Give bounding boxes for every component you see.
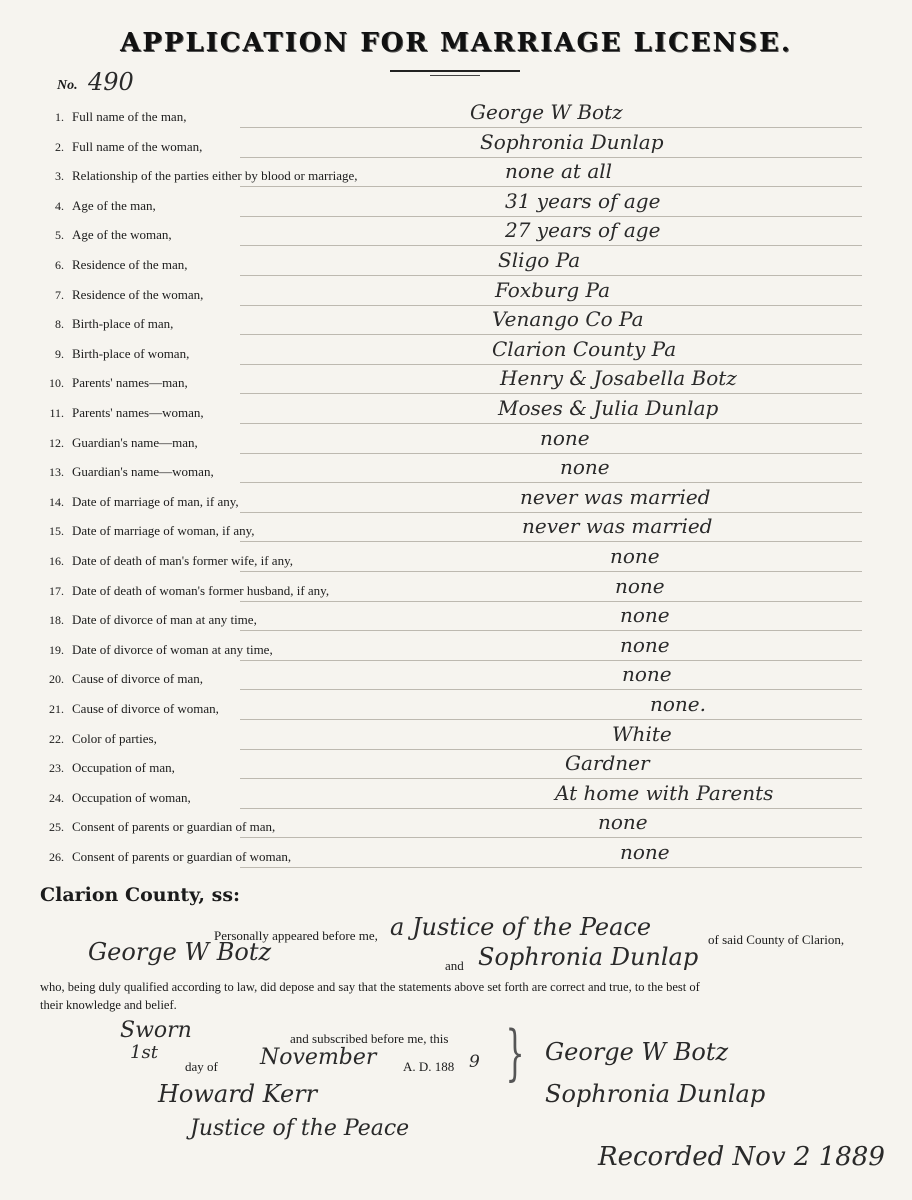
application-number: 490 [88,68,134,96]
handwritten-answer: none [620,632,670,657]
answer-line [240,423,862,424]
question-number: 2. [55,139,64,154]
question-number: 22. [49,731,64,746]
question-row [0,751,912,784]
handwritten-answer: White [612,721,672,746]
handwritten-answer: Gardner [565,751,650,776]
answer-line [240,719,862,720]
handwritten-answer: Henry & Josabella Botz [500,366,737,391]
question-number: 3. [55,169,64,184]
question-label: Cause of divorce of woman, [72,701,219,716]
answer-line [240,186,862,187]
question-label: Age of the man, [72,197,156,213]
handwritten-answer: none [598,810,648,835]
question-row [0,721,912,755]
question-label: Date of death of woman's former husband, if any, [72,582,330,598]
question-number: 23. [49,761,64,776]
question-number: 5. [55,228,64,243]
handwritten-answer: Sophronia Dunlap [480,129,664,154]
affiant-woman-name: Sophronia Dunlap [478,943,699,971]
answer-line [240,157,862,158]
question-label: Date of death of man's former wife, if any, [72,553,293,568]
year-digit: 9 [469,1052,480,1072]
subscribed-text: and subscribed before me, this [290,1031,449,1046]
question-label: Full name of the woman, [72,138,203,154]
question-label: Date of divorce of man at any time, [72,612,257,628]
signature-brace: } [505,1018,525,1088]
question-number: 18. [49,613,64,628]
answer-line [240,778,862,779]
question-number: 8. [55,317,64,332]
question-number: 26. [49,850,64,864]
handwritten-answer: Clarion County Pa [492,336,677,361]
answer-line [240,512,862,513]
question-row [0,780,912,814]
justice-signature: Howard Kerr [158,1080,318,1108]
question-number: 16. [49,554,64,568]
answer-line [240,689,862,690]
answer-line [240,275,862,276]
handwritten-answer: At home with Parents [555,780,774,805]
day-of-text: day of [185,1059,218,1074]
question-row [0,218,912,251]
question-number: 11. [49,406,64,420]
question-number: 25. [49,820,64,835]
question-number: 10. [49,376,64,391]
handwritten-answer: none [610,544,660,568]
question-row [0,603,912,636]
answer-line [240,334,862,335]
question-label: Date of divorce of woman at any time, [72,641,273,657]
handwritten-answer: Moses & Julia Dunlap [498,396,719,420]
handwritten-answer: none [560,455,610,480]
sworn-handwritten: Sworn [120,1018,192,1043]
affiant-man-name: George W Botz [88,938,272,966]
question-number: 21. [49,702,64,716]
question-number: 1. [55,110,64,124]
question-row [0,366,912,399]
answer-line [240,364,862,365]
handwritten-answer: Venango Co Pa [492,307,644,332]
handwritten-answer: George W Botz [470,100,623,124]
question-number: 24. [49,790,64,805]
question-label: Cause of divorce of man, [72,671,204,687]
question-row [0,840,912,873]
answer-line [240,453,862,454]
question-row [0,632,912,666]
question-row [0,455,912,488]
handwritten-answer: none [620,603,670,628]
day-value: 1st [130,1042,158,1063]
question-label: Full name of the man, [72,109,187,124]
answer-line [240,571,862,572]
answer-line [240,393,862,394]
question-label: Age of the woman, [72,227,172,243]
officer-handwritten: a Justice of the Peace [390,913,652,941]
question-label: Consent of parents or guardian of man, [72,819,276,835]
question-label: Parents' names—man, [72,375,188,391]
title-divider-short [430,75,480,76]
answer-line [240,601,862,602]
question-label: Date of marriage of man, if any, [72,493,239,509]
handwritten-answer: none [620,840,670,864]
answer-line [240,837,862,838]
question-label: Consent of parents or guardian of woman, [72,849,292,864]
handwritten-answer: Foxburg Pa [495,277,610,302]
question-number: 7. [55,287,64,302]
question-row [0,248,912,281]
question-row [0,396,912,429]
justice-title-handwritten: Justice of the Peace [190,1116,410,1141]
question-number: 13. [49,465,64,480]
handwritten-answer: never was married [520,484,711,509]
question-row [0,277,912,311]
question-number: 9. [55,346,64,361]
answer-line [240,482,862,483]
question-row [0,159,912,192]
answer-line [240,541,862,542]
answer-line [240,808,862,809]
question-row [0,544,912,577]
man-signature: George W Botz [545,1038,729,1066]
question-label: Occupation of man, [72,760,175,776]
statement-line-2: their knowledge and belief. [40,998,177,1012]
question-number: 14. [49,494,64,509]
question-label: Residence of the woman, [72,286,204,302]
question-label: Birth-place of woman, [72,345,190,361]
county-heading: Clarion County, ss: [40,884,241,906]
question-row [0,692,912,725]
question-row [0,425,912,459]
question-label: Color of parties, [72,730,157,746]
woman-signature: Sophronia Dunlap [545,1080,766,1108]
question-label: Birth-place of man, [72,316,174,332]
handwritten-answer: none [540,425,590,450]
question-label: Date of marriage of woman, if any, [72,523,255,539]
question-label: Relationship of the parties either by blood or marriage, [72,168,358,184]
question-number: 19. [49,642,64,657]
question-row [0,307,912,340]
question-row [0,514,912,547]
title-divider [390,70,520,72]
handwritten-answer: none. [650,692,706,716]
appeared-text: Personally appeared before me, [214,928,378,943]
answer-line [240,867,862,868]
answer-line [240,305,862,306]
question-number: 15. [49,524,64,539]
question-label: Occupation of woman, [72,789,191,805]
question-label: Guardian's name—man, [72,434,198,450]
handwritten-answer: 31 years of age [505,188,661,213]
question-number: 17. [49,583,64,598]
answer-line [240,127,862,128]
answer-line [240,216,862,217]
number-label: No. [57,78,78,93]
question-row [0,573,912,607]
handwritten-answer: 27 years of age [505,218,661,243]
document-title: APPLICATION FOR MARRIAGE LICENSE. [120,28,792,58]
question-row [0,188,912,222]
answer-line [240,630,862,631]
question-row [0,662,912,695]
month-handwritten: November [260,1045,377,1070]
handwritten-answer: Sligo Pa [498,248,581,272]
question-row [0,100,912,133]
anno-domini-text: A. D. 188 [403,1059,455,1074]
answer-line [240,749,862,750]
question-row [0,810,912,843]
statement-line-1: who, being duly qualified according to law, did depose and say that the statements above set forth are correct and true, to the best of [40,980,700,994]
handwritten-answer: never was married [522,514,713,539]
answer-line [240,245,862,246]
question-number: 12. [49,435,64,450]
answer-line [240,660,862,661]
question-number: 20. [49,672,64,687]
question-number: 6. [55,258,64,272]
question-label: Guardian's name—woman, [72,464,214,480]
question-row [0,129,912,163]
recorded-notation: Recorded Nov 2 1889 [598,1142,885,1172]
county-of-text: of said County of Clarion, [708,932,845,947]
handwritten-answer: none [615,573,665,598]
and-text: and [445,958,464,973]
question-row [0,484,912,518]
question-row [0,336,912,370]
question-label: Residence of the man, [72,257,188,272]
handwritten-answer: none [622,662,672,687]
question-number: 4. [55,198,64,213]
handwritten-answer: none at all [505,159,613,184]
question-label: Parents' names—woman, [72,405,204,420]
